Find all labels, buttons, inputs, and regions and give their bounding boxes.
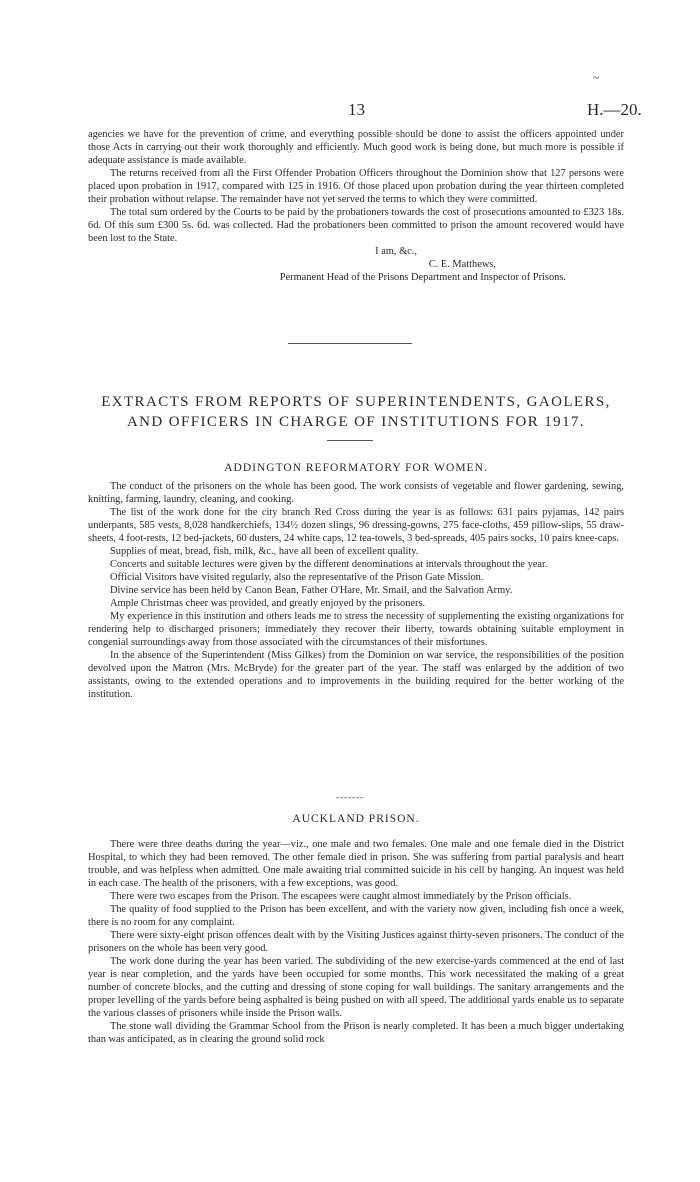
document-reference: H.—20. — [587, 100, 642, 119]
auckland-paragraph: The work done during the year has been varied. The subdividing of the new exercise-yards commenced at the end of last year is near completion, and the yards have been occupied for some months. This work necessitated the making of a great number of concrete blocks, and the cutting and dressing of stone coping for wall buildings. The sanitary arrangements and the proper levelling of the yards before being asphalted is being pushed on with all speed. The additional yards enable us to separate the various classes of prisoners while inside the Prison walls. — [88, 956, 624, 1019]
letter-closing: I am, &c., — [375, 246, 417, 257]
addington-paragraph: Divine service has been held by Canon Bean, Father O'Hare, Mr. Smail, and the Salvation Army. — [110, 585, 513, 596]
addington-paragraph: The list of the work done for the city branch Red Cross during the year is as follows: 631 pairs pyjamas, 142 pairs underpants, 585 vests, 8,028 handkerchiefs, 134½ dozen slings, 96 dressing-gowns, 275 face-cloths, 459 pillow-slips, 55 draw-sheets, 4 foot-rests, 12 bed-jackets, 60 dusters, 24 white caps, 12 tea-towels, 3 bed-spreads, 405 pairs socks, 10 pairs knee-caps. — [88, 507, 624, 544]
auckland-body — [88, 838, 624, 1046]
letter-body — [88, 128, 624, 284]
addington-paragraph: The conduct of the prisoners on the whole has been good. The work consists of vegetable and flower gardening, sewing, knitting, farming, laundry, cleaning, and cooking. — [88, 481, 624, 505]
letter-signatory: C. E. Matthews, — [428, 259, 496, 270]
section-divider — [288, 343, 412, 344]
addington-paragraph: Ample Christmas cheer was provided, and greatly enjoyed by the prisoners. — [110, 598, 426, 609]
auckland-heading: AUCKLAND PRISON. — [292, 813, 420, 825]
auckland-paragraph: There were three deaths during the year—viz., one male and two females. One male and one female died in the District Hospital, to which they had been removed. The other female died in prison. She was suffering from partial paralysis and heart trouble, and was helpless when admitted. One male awaiting trial committed suicide in his cell by hanging. An inquest was held in each case. The health of the prisoners, with a few exceptions, was good. — [88, 839, 624, 889]
addington-paragraph: Concerts and suitable lectures were given by the different denominations at intervals throughout the year. — [110, 559, 548, 570]
auckland-paragraph: There were two escapes from the Prison. The escapees were caught almost immediately by the Prison officials. — [110, 891, 572, 902]
separator-dots: ------- — [336, 792, 364, 802]
addington-paragraph: Official Visitors have visited regularly, also the representative of the Prison Gate Mission. — [110, 572, 484, 583]
letter-paragraph: The total sum ordered by the Courts to be paid by the probationers towards the cost of prosecutions amounted to £323 18s. 6d. Of this sum £300 5s. 6d. was collected. Had the probationers been committed to prison the amount recovered would have been lost to the State. — [88, 207, 624, 244]
letter-paragraph: The returns received from all the First Offender Probation Officers throughout the Dominion show that 127 persons were placed upon probation in 1917, compared with 125 in 1916. Of those placed upon probation during the year thirteen completed their probation without relapse. The remainder have not yet served the terms to which they were committed. — [88, 168, 624, 205]
addington-paragraph: My experience in this institution and others leads me to stress the necessity of supplementing the existing organizations for rendering help to discharged prisoners; immediately they recover their liberty, towards obtaining suitable employment in congenial surroundings away from those associated with the circumstances of their misfortunes. — [88, 611, 624, 648]
addington-heading: ADDINGTON REFORMATORY FOR WOMEN. — [224, 462, 488, 474]
auckland-paragraph: The quality of food supplied to the Prison has been excellent, and with the variety now given, including fish once a week, there is no room for any complaint. — [88, 904, 624, 928]
auckland-paragraph: There were sixty-eight prison offences dealt with by the Visiting Justices against thirty-seven prisoners. The conduct of the prisoners on the whole has been very good. — [88, 930, 624, 954]
auckland-paragraph: The stone wall dividing the Grammar School from the Prison is nearly completed. It has been a much bigger undertaking than was anticipated, as in clearing the ground solid rock — [88, 1021, 624, 1045]
letter-signatory-title: Permanent Head of the Prisons Department and Inspector of Prisons. — [279, 272, 566, 283]
addington-paragraph: Supplies of meat, bread, fish, milk, &c., have all been of excellent quality. — [110, 546, 419, 557]
page-number: 13 — [348, 100, 365, 119]
addington-paragraph: In the absence of the Superintendent (Miss Gilkes) from the Dominion on war service, the responsibilities of the position devolved upon the Matron (Mrs. McBryde) for the greater part of the year. The staff was enlarged by the addition of two assistants, owing to the extended operations and to improvements in the building required for the better working of the institution. — [88, 650, 624, 700]
title-underline — [327, 440, 373, 441]
main-title: EXTRACTS FROM REPORTS OF SUPERINTENDENTS, GAOLERS, AND OFFICERS IN CHARGE OF INSTITUTIONS FOR 1917. — [101, 394, 611, 430]
letter-paragraph: agencies we have for the prevention of crime, and everything possible should be done to assist the officers appointed under those Acts in carrying out their work thoroughly and efficiently. Much good work is being done, but much more is possible if adequate assistance is made available. — [88, 129, 624, 166]
corner-mark: ~ — [593, 72, 599, 84]
addington-body — [88, 480, 624, 701]
